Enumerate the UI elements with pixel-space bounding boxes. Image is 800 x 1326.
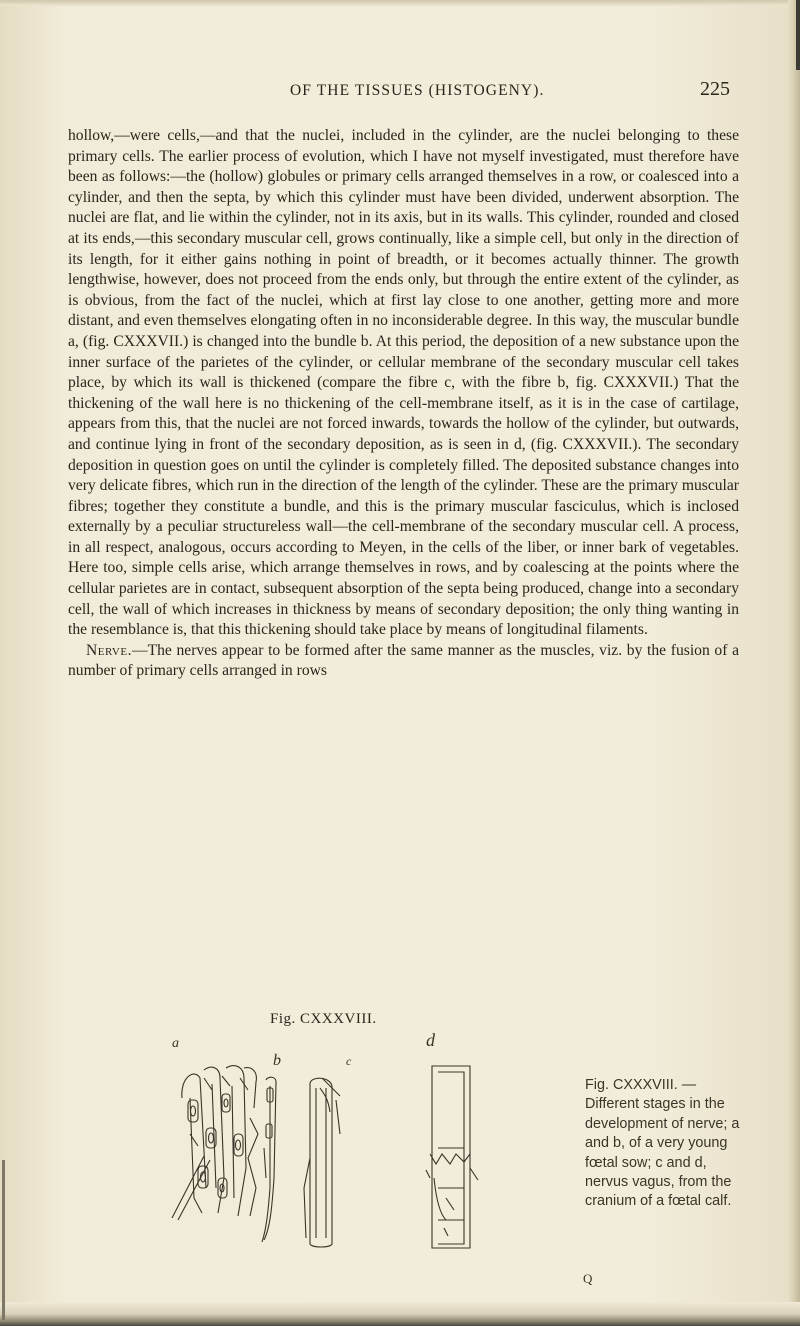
signature-mark: Q: [583, 1271, 593, 1286]
figure-label-c: c: [346, 1054, 352, 1068]
page-top-edge: [0, 0, 800, 6]
figure-label-b: b: [273, 1052, 281, 1069]
page-right-edge: [788, 0, 800, 1326]
page-right-shadow: [796, 0, 800, 70]
nerve-development-illustration: [160, 1038, 530, 1250]
page-left-edge: [2, 1160, 5, 1320]
nerve-text: —The nerves appear to be formed after the same manner as the muscles, viz. by the fusion of a number of primary cells arranged in rows: [68, 641, 739, 680]
running-head: [290, 78, 730, 106]
figure-label-d: d: [426, 1030, 435, 1050]
page-number: 225: [700, 78, 730, 100]
figure-b-cell: [262, 1077, 276, 1242]
figure-label-a: a: [172, 1036, 179, 1051]
body-text: [68, 126, 739, 682]
page-bottom-edge: [0, 1302, 800, 1326]
running-title: OF THE TISSUES (HISTOGENY).: [290, 82, 545, 99]
paragraph-1: hollow,—were cells,—and that the nuclei, included in the cylinder, are the nuclei belonging to these primary cells. The earlier process of evolution, which I have not myself investigated, must therefore have been as follows:—the (hollow) globules or primary cells arranged themselves in a row, or coalesced into a cylinder, and then the septa, by which this cylinder must have been divided, underwent absorption. The nuclei are flat, and lie within the cylinder, not in its axis, but in its walls. This cylinder, rounded and closed at its ends,—this secondary muscular cell, grows continually, like a simple cell, but only in the direction of its length, for it either gains nothing in point of breadth, or it becomes actually thinner. The growth lengthwise, however, does not proceed from the ends only, but through the entire extent of the cylinder, as is obvious, from the fact of the nuclei, which at first lay close to one another, getting more and more distant, and even themselves elongating often in no inconsiderable degree. In this way, the muscular bundle a, (fig. CXXXVII.) is changed into the bundle b. At this period, the deposition of a new substance upon the inner surface of the parietes of the cylinder, or cellular membrane of the secondary muscular cell takes place, by which its wall is thickened (compare the fibre c, with the fibre b, fig. CXXXVII.) That the thickening of the wall here is no thickening of the cell-membrane itself, as it is in the case of cartilage, appears from this, that the nuclei are not forced inwards, towards the hollow of the cylinder, but outwards, and continue lying in front of the secondary deposition, as is seen in d, (fig. CXXXVII.). The secondary deposition in question goes on until the cylinder is completely filled. The deposited substance changes into very delicate fibres, which run in the direction of the length of the cylinder. These are the primary muscular fibres; together they constitute a bundle, and this is the primary muscular fasciculus, which is inclosed externally by a peculiar structureless wall—the cell-membrane of the secondary muscular cell. A process, in all respect, analogous, occurs according to Meyen, in the cells of the liber, or inner bark of vegetables. Here too, simple cells arise, which arrange themselves in rows, and by coalescing at the points where the cellular parietes are in contact, subsequent absorption of the septa being produced, change into a secondary cell, the wall of which increases in thickness by means of secondary deposition; the only thing wanting in the resemblance is, that this thickening should take place by means of longitudinal filaments.: [68, 127, 739, 639]
figure-title: Fig. CXXXVIII.: [270, 1011, 377, 1027]
figure-a-cells: [172, 1066, 258, 1220]
figure-c-fibre: [304, 1078, 340, 1247]
paragraph-2: [68, 641, 739, 682]
figure-d-fibre: [426, 1066, 478, 1248]
figure-caption: Fig. CXXXVIII. — Different stages in the development of nerve; a and b, of a very young fœtal sow; c and d, nervus vagus, from the cranium of a fœtal calf.: [585, 1077, 740, 1210]
nerve-heading: Nerve.: [86, 641, 132, 659]
